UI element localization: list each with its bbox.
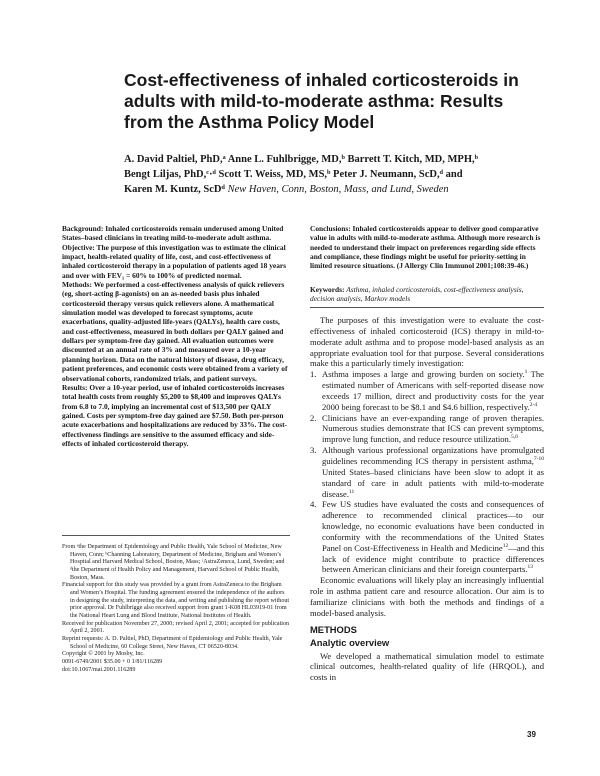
section-label: Results: bbox=[62, 382, 88, 392]
list-text: Asthma imposes a large and growing burden on society. bbox=[322, 369, 525, 380]
section-text: The purpose of this investigation was to estimate the clinical impact, health-related quality of life, cost, and cost-effectiveness of inhaled corticosteroid therapy in a population of patients aged 18 years and over with FEV₁ = 60% to 100% of predicted normal. bbox=[62, 242, 287, 280]
copyright: Copyright © 2001 by Mosby, Inc. bbox=[62, 651, 145, 658]
citation: 11 bbox=[348, 488, 355, 495]
doi: doi:10.1067/mai.2001.116289 bbox=[62, 666, 136, 673]
considerations-list bbox=[310, 369, 544, 575]
section-text: Inhaled corticosteroids appear to deliver good comparative value in adults with mild-to-moderate asthma. Although more research is needed to understand their impact on preferences regarding side effects and compliance, these findings might be useful for priority-setting in limited resource situations. (J Allergy Clin Immunol 2001;108:39-46.) bbox=[310, 224, 541, 271]
analytic-paragraph: We developed a mathematical simulation model to estimate clinical outcomes, health-related quality of life (HRQOL), and costs in bbox=[310, 650, 544, 683]
citation: 5,6 bbox=[511, 434, 518, 441]
citation: 12 bbox=[502, 542, 509, 549]
section-text: Over a 10-year period, use of inhaled corticosteroids increases total health costs from roughly $5,200 to $8,400 and improves QALYs from 6.8 to 7.0, implying an incremental cost of $13,500 per QALY gained. Costs per symptom-free day gained are $7.50. Both per-person acute exacerbations and hospitalizations are reduced by 33%. The cost-effectiveness findings are sensitive to the assumed efficacy and side-effects of inhaled corticosteroid therapy. bbox=[62, 382, 288, 448]
author-name: Karen M. Kuntz, ScDᵈ bbox=[124, 184, 225, 195]
article-body bbox=[310, 315, 544, 683]
list-number: 3. bbox=[310, 445, 317, 456]
section-text: We performed a cost-effectiveness analysis of quick relievers (eg, short-acting β-agonists) on an as-needed basis plus inhaled corticosteroid therapy versus quick relievers alone. A mathematical simulation model was developed to forecast symptoms, acute exacerbations, quality-adjusted life-years (QALYs), health care costs, and cost-effectiveness, measured in both dollars per QALY gained and dollars per symptom-free day gained. All evaluation outcomes were discounted at an annual rate of 3% and measured over a 10-year planning horizon. Data on the natural history of disease, drug efficacy, patient preferences, and economic costs were obtained from a variety of observational cohorts, randomized trials, and patient surveys. bbox=[62, 280, 288, 383]
list-text: The estimated number of Americans with self-reported disease now exceeds 17 million, direct and productivity costs for the year 2000 being forecast to be $8.1 and $4.6 billion, respectively. bbox=[322, 369, 544, 412]
author-line: A. David Paltiel, PhD,ᵃ Anne L. Fuhlbrigge, MD,ᵇ Barrett T. Kitch, MD, MPH,ᵇ bbox=[124, 154, 479, 165]
affiliation-from: From ᵃthe Department of Epidemiology and Public Health, Yale School of Medicine, New Haven, Conn; ᵇChanning Laboratory, Department of Medicine, Brigham and Women’s Hospital and Harvard Medical School, Boston, Mass; ᶜAstraZeneca, Lund, Sweden; and ᵈthe Department of Health Policy and Management, Harvard School of Public Health, Boston, Mass. bbox=[62, 544, 285, 581]
citation: 1 bbox=[524, 369, 528, 376]
page-number: 39 bbox=[527, 730, 536, 739]
author-line: Bengt Liljas, PhD,ᶜ·ᵈ Scott T. Weiss, MD, MS,ᵇ Peter J. Neumann, ScD,ᵈ and bbox=[124, 169, 463, 180]
author-location: New Haven, Conn, Boston, Mass, and Lund, Sweden bbox=[224, 184, 449, 195]
funding-note: Financial support for this study was provided by a grant from AstraZeneca to the Brigham and Women’s Hospital. The funding agreement ensured the independence of the authors in designing the study, interpreting the data, and writing and publishing the report without prior approval. Dr Fuhlbrigge also received support from grant 1-K08 HL03919-01 from the National Heart Lung and Blood Institute, National Institutes of Health. bbox=[62, 582, 290, 619]
section-label: Conclusions: bbox=[310, 224, 351, 233]
keywords bbox=[310, 285, 544, 304]
divider bbox=[310, 307, 544, 308]
keywords-text: Asthma, inhaled corticosteroids, cost-effectiveness analysis, decision analysis, Markov models bbox=[310, 285, 524, 304]
issn: 0091-6749/2001 $35.00 + 0 1/81/116289 bbox=[62, 658, 163, 665]
list-number: 4. bbox=[310, 499, 317, 510]
reprint-note: Reprint requests: A. D. Paltiel, PhD, Department of Epidemiology and Public Health, Yale School of Medicine, 60 College Street, New Haven, CT 06520-8034. bbox=[62, 635, 283, 650]
list-item bbox=[310, 499, 544, 575]
list-item bbox=[310, 445, 544, 499]
citation: 7-10 bbox=[533, 456, 544, 463]
list-text: —and this lack of evidence might contribute to practice differences between American clinicians and their foreign counterparts. bbox=[322, 542, 544, 575]
analytic-overview-heading: Analytic overview bbox=[310, 636, 390, 648]
list-number: 1. bbox=[310, 369, 317, 380]
abstract-objective bbox=[62, 243, 290, 280]
section-label: Objective: bbox=[62, 242, 95, 252]
keywords-label: Keywords: bbox=[310, 285, 345, 294]
list-text: Clinicians have an ever-expanding range of proven therapies. Numerous studies demonstrate that ICS can prevent symptoms, improve lung function, and reduce resource utilization. bbox=[322, 412, 544, 445]
list-text: United States–based clinicians have been slow to adopt it as standard of care in adult patients with mild-to-moderate disease. bbox=[322, 466, 544, 499]
received-note: Received for publication November 27, 2000; revised April 2, 2001; accepted for publication April 2, 2001. bbox=[62, 620, 290, 635]
abstract bbox=[62, 224, 290, 448]
section-label: Background: bbox=[62, 224, 104, 233]
list-number: 2. bbox=[310, 412, 317, 423]
list-text: Few US studies have evaluated the costs and consequences of adherence to recommended clinical practices—to our knowledge, no economic evaluations have been conducted in conformity with the recommendations of the United States Panel on Cost-Effectiveness in Health and Medicine bbox=[322, 499, 544, 553]
article-title: Cost-effectiveness of inhaled corticosteroids in adults with mild-to-moderate asthma: Results from the Asthma Policy Model bbox=[124, 70, 519, 132]
abstract-background bbox=[62, 224, 290, 243]
abstract-conclusions bbox=[310, 224, 544, 271]
methods-heading: METHODS bbox=[310, 623, 357, 635]
citation: 2-4 bbox=[529, 401, 538, 408]
closing-paragraph: Economic evaluations will likely play an increasingly influential role in asthma patient care and resource allocation. Our aim is to familiarize clinicians with both the methods and findings of a model-based analysis. bbox=[310, 575, 544, 618]
abstract-methods bbox=[62, 280, 290, 383]
section-text: Inhaled corticosteroids remain underused among United States–based clinicians in treating mild-to-moderate adult asthma. bbox=[62, 224, 284, 243]
affiliations-footnote bbox=[62, 535, 290, 674]
section-label: Methods: bbox=[62, 280, 92, 290]
citation: 13 bbox=[527, 564, 533, 571]
list-text: Although various professional organizations have promulgated guidelines recommending ICS therapy in persistent asthma, bbox=[322, 445, 544, 466]
list-item bbox=[310, 413, 544, 446]
author-list bbox=[124, 152, 544, 197]
abstract-results bbox=[62, 383, 290, 448]
list-item bbox=[310, 369, 544, 412]
intro-paragraph: The purposes of this investigation were to evaluate the cost-effectiveness of inhaled corticosteroid (ICS) therapy in mild-to-moderate adult asthma and to propose model-based analysis as an appropriate evaluation tool for that purpose. Several considerations make this a particularly timely investigation: bbox=[310, 315, 544, 369]
author-line bbox=[124, 182, 544, 197]
